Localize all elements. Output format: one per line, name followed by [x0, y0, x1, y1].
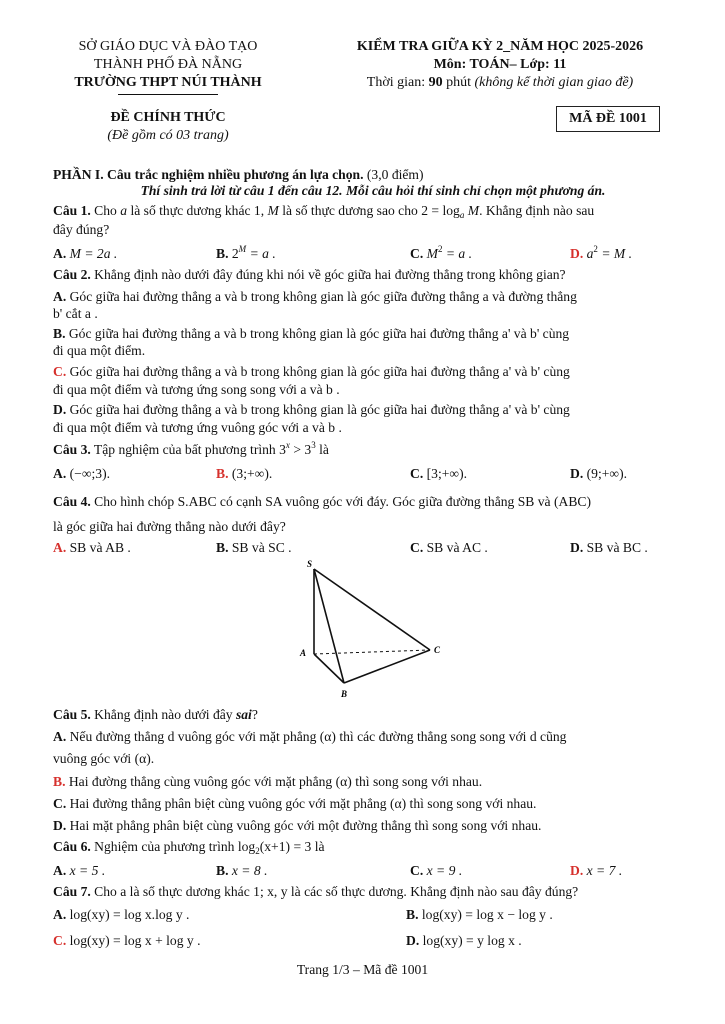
q1-option-a[interactable]: A. M = 2a .	[53, 246, 118, 261]
pyramid-figure	[296, 556, 456, 704]
q1-option-d[interactable]: D. $a^2 = M$ .	[570, 244, 633, 261]
q5-option-b[interactable]: B. Hai đường thẳng cùng vuông góc với mặt phẳng (α) thì song song với nhau.	[53, 774, 483, 789]
part1-points: (3,0 điểm)	[363, 167, 424, 182]
edge-bc	[344, 650, 430, 683]
q6-option-a[interactable]: A. x = 5 .	[53, 863, 106, 878]
part1-heading: PHẦN I. Câu trắc nghiệm nhiều phương án lựa chọn.	[53, 167, 364, 182]
q2-option-b[interactable]: B. Góc giữa hai đường thẳng a và b trong không gian là góc giữa hai đường thẳng a' và b' cùng	[53, 326, 570, 341]
department-line-2: THÀNH PHỐ ĐÀ NẴNG	[93, 57, 243, 72]
time-prefix: Thời gian:	[366, 75, 429, 90]
part1-instruction: Thí sinh trả lời từ câu 1 đến câu 12. Mỗi câu hỏi thí sinh chỉ chọn một phương án.	[140, 183, 606, 198]
q2-option-d-line2: đi qua một điểm và tương ứng vuông góc với a và b .	[53, 420, 342, 435]
q3-option-d[interactable]: D. (9;+∞).	[570, 466, 628, 481]
official-block	[48, 109, 288, 145]
q2-option-a-line2: b' cắt a .	[53, 306, 98, 321]
department-line-1: SỞ GIÁO DỤC VÀ ĐÀO TẠO	[78, 39, 258, 54]
vertex-b-label: B	[341, 689, 348, 699]
q4-option-b[interactable]: B. SB và SC .	[216, 540, 292, 555]
q4-option-a[interactable]: A. SB và AB .	[53, 540, 131, 555]
school-name: TRƯỜNG THPT NÚI THÀNH	[74, 75, 262, 90]
q6-option-b[interactable]: B. x = 8 .	[216, 863, 268, 878]
vertex-a-label: A	[300, 648, 307, 658]
pages-note: (Đề gồm có 03 trang)	[107, 128, 229, 143]
q2-option-b-line2: đi qua một điểm.	[53, 343, 146, 358]
official-label: ĐỀ CHÍNH THỨC	[110, 110, 226, 125]
q1-option-c[interactable]: C. $M^2 = a$ .	[410, 244, 473, 261]
exam-code-box: MÃ ĐỀ 1001	[556, 106, 660, 132]
subject-line: Môn: TOÁN– Lớp: 11	[433, 57, 567, 72]
part1-title	[53, 166, 693, 183]
page-footer: Trang 1/3 – Mã đề 1001	[296, 962, 429, 977]
q1-option-b[interactable]: B. $2^M = a$ .	[216, 244, 276, 261]
q3-option-b[interactable]: B. (3;+∞).	[216, 466, 273, 481]
exam-title: KIỂM TRA GIỮA KỲ 2_NĂM HỌC 2025-2026	[356, 39, 644, 54]
q5-option-a[interactable]: A. Nếu đường thẳng d vuông góc với mặt phẳng (α) thì các đường thẳng song song với d cũng	[53, 729, 567, 744]
q6-option-c[interactable]: C. x = 9 .	[410, 863, 463, 878]
q7-option-b[interactable]: B. log(xy) = log x − log y .	[406, 907, 553, 922]
header-right	[300, 38, 700, 92]
question-7-stem: Câu 7. Cho a là số thực dương khác 1; x, y là các số thực dương. Khẳng định nào sau đây đúng?	[53, 884, 579, 899]
q3-option-c[interactable]: C. [3;+∞).	[410, 466, 468, 481]
q5-option-a-line2: vuông góc với (α).	[53, 751, 155, 766]
q5-option-d[interactable]: D. Hai mặt phẳng phân biệt cùng vuông góc với một đường thẳng thì song song với nhau.	[53, 818, 542, 833]
q2-option-c[interactable]: C. Góc giữa hai đường thẳng a và b trong không gian là góc giữa hai đường thẳng a' và b' cùng	[53, 364, 570, 379]
question-4-stem: Câu 4. Cho hình chóp S.ABC có cạnh SA vuông góc với đáy. Góc giữa đường thẳng SB và (ABC)	[53, 494, 591, 509]
time-unit: phút	[442, 75, 475, 90]
q7-option-d[interactable]: D. log(xy) = y log x .	[406, 933, 522, 948]
time-line	[300, 74, 700, 92]
q2-option-c-line2: đi qua một điểm và tương ứng song song với a và b .	[53, 382, 340, 397]
q4-option-d[interactable]: D. SB và BC .	[570, 540, 648, 555]
question-4-stem-line2: là góc giữa hai đường thẳng nào dưới đây?	[53, 519, 286, 534]
edge-ac	[314, 650, 430, 654]
q7-option-a[interactable]: A. log(xy) = log x.log y .	[53, 907, 190, 922]
question-5-stem: Câu 5. Khẳng định nào dưới đây sai?	[53, 707, 258, 722]
question-6-stem: Câu 6. Nghiệm của phương trình $\log_2(x+1) = 3$ là	[53, 839, 325, 856]
vertex-s-label: S	[307, 559, 313, 569]
q3-option-a[interactable]: A. (−∞;3).	[53, 466, 111, 481]
q2-option-d[interactable]: D. Góc giữa hai đường thẳng a và b trong không gian là góc giữa hai đường thẳng a' và b' cùng	[53, 402, 570, 417]
q7-option-c[interactable]: C. log(xy) = log x + log y .	[53, 933, 201, 948]
question-3-stem: Câu 3. Tập nghiệm của bất phương trình $3^x > 3^3$ là	[53, 440, 329, 457]
time-value: 90	[428, 75, 443, 90]
question-2-stem: Câu 2. Khẳng định nào dưới đây đúng khi nói về góc giữa hai đường thẳng trong không gian?	[53, 267, 566, 282]
header-left	[48, 38, 288, 92]
q2-option-a[interactable]: A. Góc giữa hai đường thẳng a và b trong không gian là góc giữa đường thẳng a và đường thẳng	[53, 289, 577, 304]
q6-option-d[interactable]: D. x = 7 .	[570, 863, 623, 878]
q5-option-c[interactable]: C. Hai đường thẳng phân biệt cùng vuông góc với mặt phẳng (α) thì song song với nhau.	[53, 796, 537, 811]
q4-option-c[interactable]: C. SB và AC .	[410, 540, 488, 555]
question-1-stem: Câu 1. Cho a là số thực dương khác 1, M là số thực dương sao cho $2 = \log_a M$. Khẳng định nào sau	[53, 203, 595, 220]
vertex-c-label: C	[434, 645, 441, 655]
time-note: (không kể thời gian giao đề)	[474, 75, 634, 90]
question-1-stem-line2: đây đúng?	[53, 222, 110, 237]
question-1-label: Câu 1.	[53, 203, 91, 218]
school-underline	[118, 94, 218, 95]
